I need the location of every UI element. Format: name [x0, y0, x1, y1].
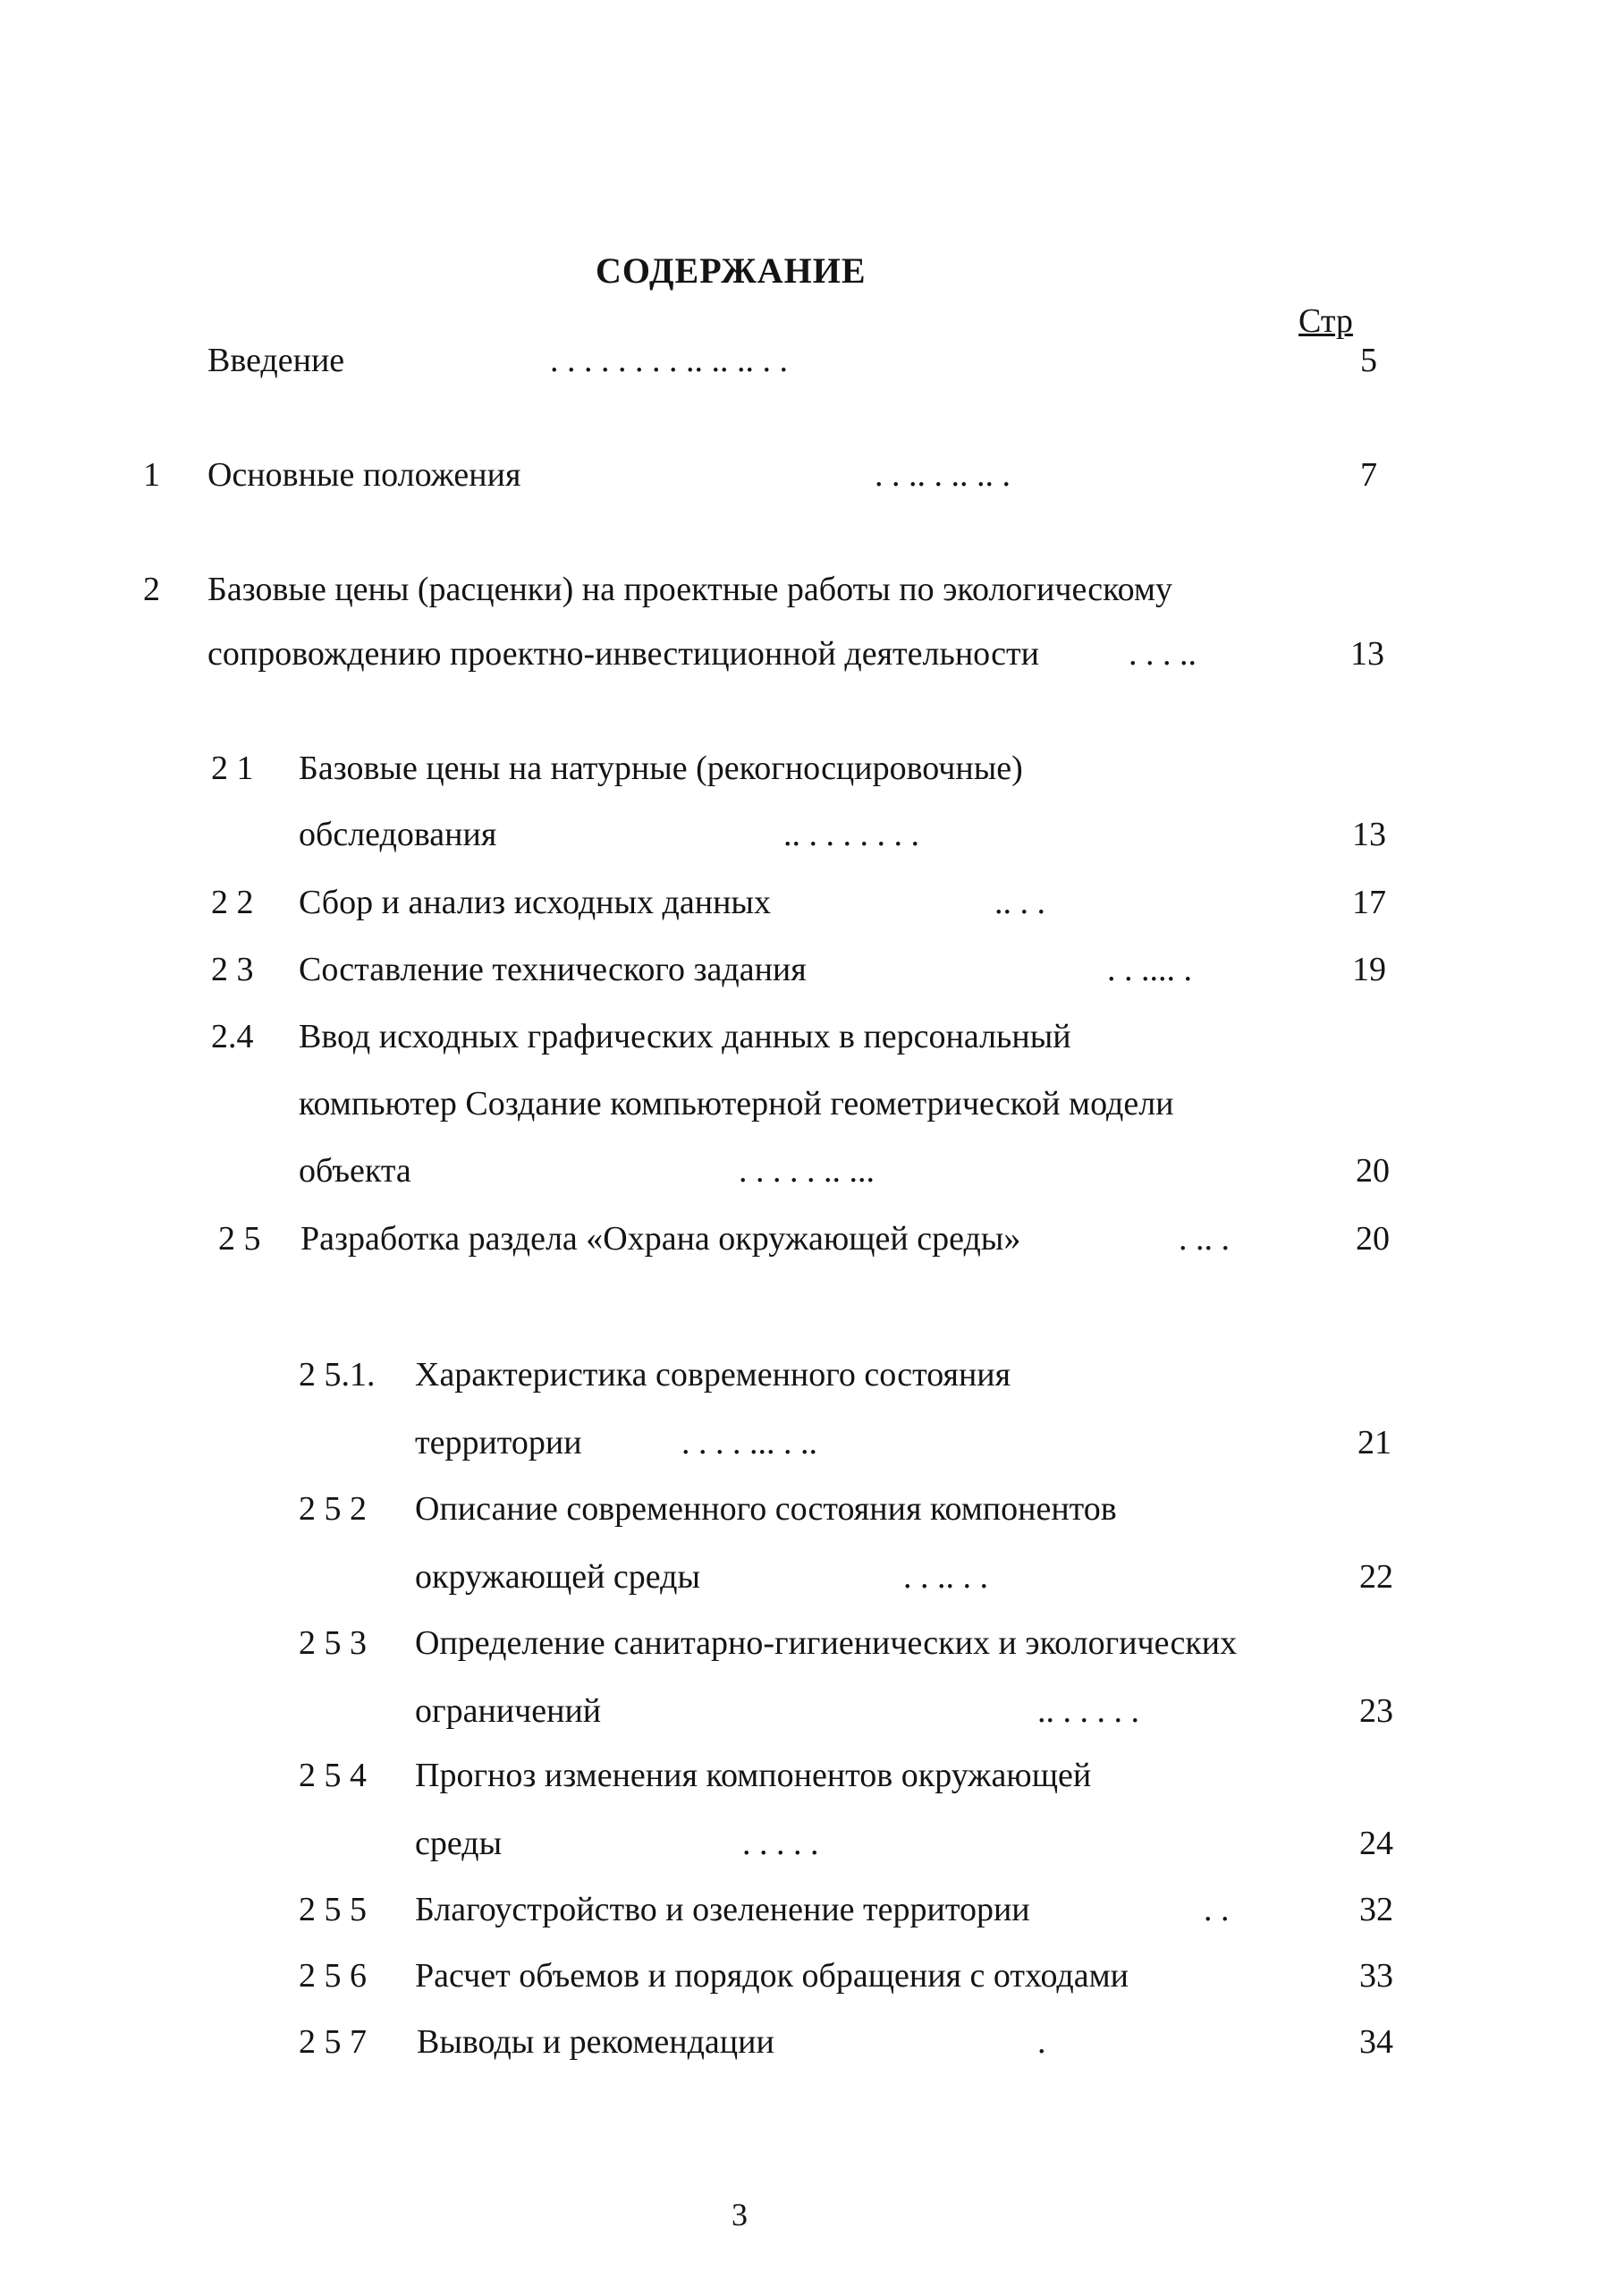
toc-entry-title: ограничений: [415, 1692, 602, 1730]
toc-entry-title: Характеристика современного состояния: [415, 1356, 1011, 1394]
toc-entry-title: среды: [415, 1825, 503, 1862]
toc-page-number: 19: [1352, 951, 1386, 988]
toc-page-number: 34: [1359, 2023, 1393, 2061]
toc-leader-dots: .. . . . . .: [1037, 1692, 1139, 1730]
toc-entry-title: Описание современного состояния компонентов: [415, 1490, 1117, 1528]
toc-entry-number: 2 5 2: [299, 1490, 367, 1528]
toc-page-number: 22: [1359, 1558, 1393, 1596]
toc-entry-number: 2 5: [218, 1220, 261, 1258]
toc-entry-title: Базовые цены на натурные (рекогносцировочные): [299, 750, 1023, 787]
toc-entry-title: Введение: [207, 342, 345, 379]
toc-leader-dots: .: [1037, 2023, 1046, 2061]
toc-page-number: 33: [1359, 1957, 1393, 1995]
toc-page-number: 21: [1358, 1424, 1391, 1461]
toc-entry-number: 2 5 5: [299, 1891, 367, 1928]
toc-entry-number: 1: [143, 456, 160, 494]
toc-leader-dots: . . . . . . . . .. .. .. . .: [550, 342, 788, 379]
page-title: СОДЕРЖАНИЕ: [596, 250, 867, 291]
toc-entry-title: Выводы и рекомендации: [417, 2023, 774, 2061]
toc-entry-title: Сбор и анализ исходных данных: [299, 884, 771, 921]
toc-entry-title: Благоустройство и озеленение территории: [415, 1891, 1030, 1928]
toc-leader-dots: . . . . ... . ..: [681, 1424, 817, 1461]
toc-entry-title: Разработка раздела «Охрана окружающей среды»: [300, 1220, 1021, 1258]
toc-leader-dots: . .. .: [1179, 1220, 1230, 1258]
toc-page-number: 17: [1352, 884, 1386, 921]
toc-leader-dots: . . .. . .: [903, 1558, 988, 1596]
toc-entry-title: Расчет объемов и порядок обращения с отходами: [415, 1957, 1129, 1995]
toc-entry-number: 2 5 6: [299, 1957, 367, 1995]
toc-entry-title: Прогноз изменения компонентов окружающей: [415, 1757, 1092, 1794]
toc-leader-dots: . . . ..: [1129, 635, 1197, 673]
toc-entry-title: Основные положения: [207, 456, 521, 494]
toc-entry-number: 2 3: [211, 951, 254, 988]
toc-leader-dots: . . . . .: [742, 1825, 819, 1862]
page-number-footer: 3: [732, 2197, 748, 2232]
toc-page-number: 32: [1359, 1891, 1393, 1928]
toc-page-number: 23: [1359, 1692, 1393, 1730]
toc-leader-dots: .. . .: [994, 884, 1045, 921]
toc-entry-title: Ввод исходных графических данных в персональный: [299, 1018, 1071, 1055]
toc-entry-title: Определение санитарно-гигиенических и экологических: [415, 1624, 1238, 1662]
toc-page-number: 5: [1360, 342, 1377, 379]
toc-entry-title: объекта: [299, 1152, 411, 1190]
page-column-header: Стр: [1298, 302, 1353, 340]
toc-page-number: 7: [1360, 456, 1377, 494]
toc-page-number: 24: [1359, 1825, 1393, 1862]
toc-leader-dots: . . . . . .. ...: [739, 1152, 875, 1190]
toc-entry-number: 2: [143, 571, 160, 608]
toc-entry-number: 2 5 7: [299, 2023, 367, 2061]
toc-entry-number: 2.4: [211, 1018, 254, 1055]
toc-leader-dots: .. . . . . . . .: [783, 816, 919, 853]
toc-entry-number: 2 5 3: [299, 1624, 367, 1662]
toc-entry-title: Составление технического задания: [299, 951, 807, 988]
toc-entry-title: окружающей среды: [415, 1558, 701, 1596]
toc-page-number: 20: [1356, 1152, 1390, 1190]
toc-entry-number: 2 5 4: [299, 1757, 367, 1794]
toc-entry-title: сопровождению проектно-инвестиционной деятельности: [207, 635, 1039, 673]
toc-entry-title: Базовые цены (расценки) на проектные работы по экологическому: [207, 571, 1172, 608]
toc-page-number: 20: [1356, 1220, 1390, 1258]
toc-entry-title: территории: [415, 1424, 582, 1461]
toc-entry-title: обследования: [299, 816, 497, 853]
toc-entry-title: компьютер Создание компьютерной геометрической модели: [299, 1085, 1174, 1123]
toc-page-number: 13: [1352, 816, 1386, 853]
toc-leader-dots: . . .. . .. .. .: [875, 456, 1011, 494]
toc-entry-number: 2 5.1.: [299, 1356, 376, 1394]
toc-entry-number: 2 2: [211, 884, 254, 921]
toc-page-number: 13: [1350, 635, 1384, 673]
toc-entry-number: 2 1: [211, 750, 254, 787]
toc-leader-dots: . .: [1204, 1891, 1230, 1928]
toc-leader-dots: . . .... .: [1107, 951, 1192, 988]
